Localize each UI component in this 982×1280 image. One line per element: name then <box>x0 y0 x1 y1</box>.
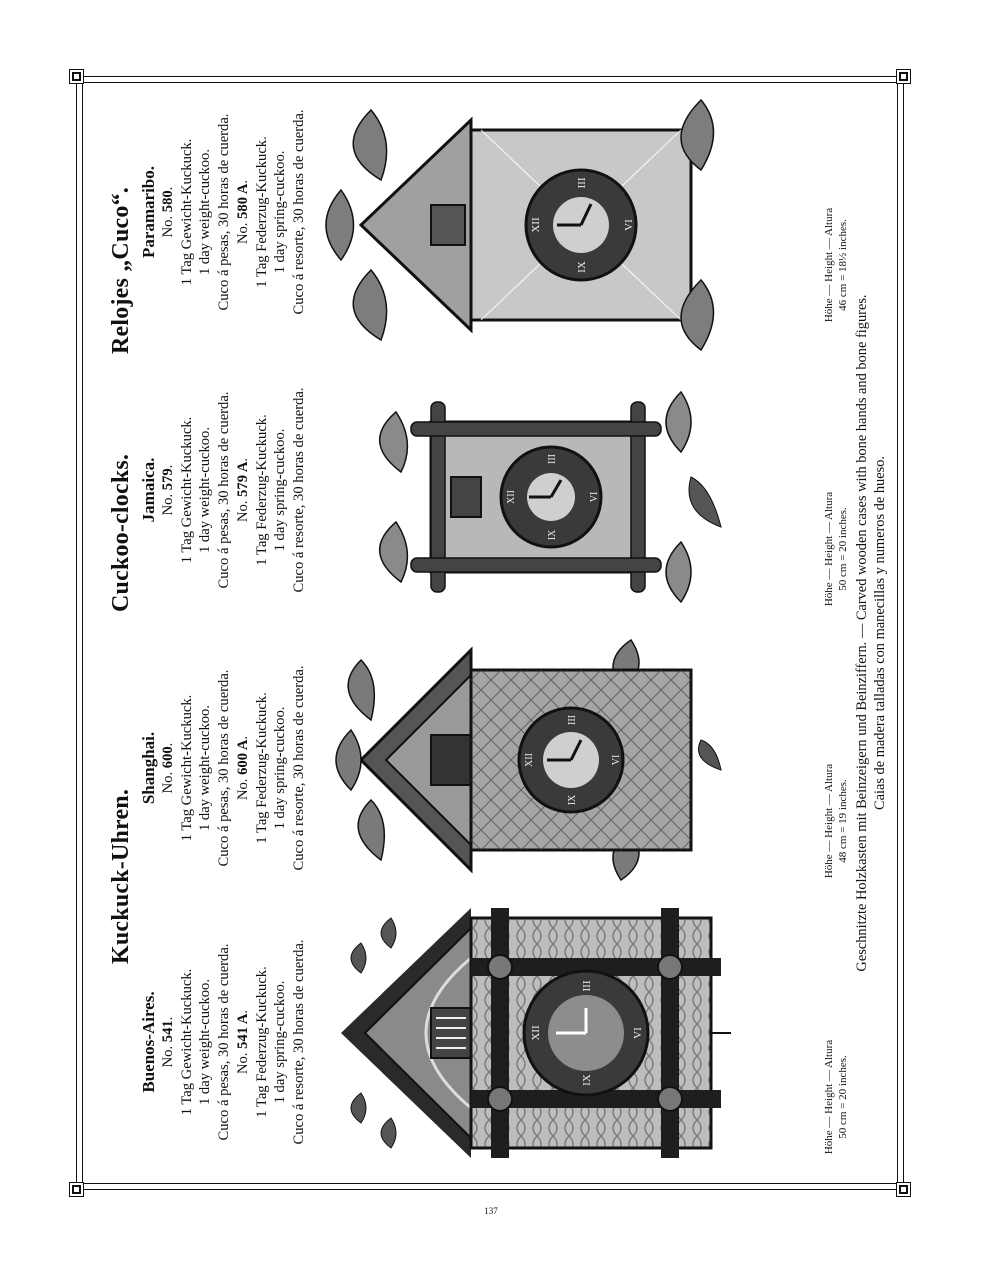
corner-ornament-top-left <box>70 70 83 83</box>
model-number-weight: No. 579. <box>160 464 176 516</box>
model-column-jamaica <box>138 360 309 620</box>
weight-text-es: Cuco á pesas, 30 horas de cuerda. <box>216 113 233 311</box>
svg-text:VI: VI <box>611 754 622 766</box>
weight-text-en: 1 day weight-cuckoo. <box>197 978 214 1106</box>
model-number-spring: No. 541 A. <box>234 1009 251 1075</box>
spring-text-es: Cuco á resorte, 30 horas de cuerda. <box>290 387 307 593</box>
model-column-paramaribo <box>138 82 309 342</box>
weight-text-de: 1 Tag Gewicht-Kuckuck. <box>178 416 195 564</box>
spring-text-en: 1 day spring-cuckoo. <box>272 980 289 1104</box>
svg-text:XII: XII <box>530 217 542 233</box>
weight-text-es: Cuco á pesas, 30 horas de cuerda. <box>216 391 233 589</box>
svg-text:IX: IX <box>547 529 558 541</box>
svg-text:VI: VI <box>589 491 600 503</box>
corner-ornament-bottom-left <box>70 1183 83 1196</box>
clock-illustration-paramaribo <box>321 90 741 360</box>
svg-text:VI: VI <box>632 1027 644 1039</box>
model-number-weight: No. 541. <box>160 1016 176 1068</box>
corner-ornament-bottom-right <box>897 1183 910 1196</box>
title-english: Cuckoo-clocks. <box>108 453 134 612</box>
weight-text-es: Cuco á pesas, 30 horas de cuerda. <box>216 669 233 867</box>
weight-text-de: 1 Tag Gewicht-Kuckuck. <box>178 694 195 842</box>
spring-text-de: 1 Tag Federzug-Kuckuck. <box>253 136 270 288</box>
clock-illustration-buenos-aires <box>321 898 741 1168</box>
catalog-page <box>86 86 894 1180</box>
weight-text-en: 1 day weight-cuckoo. <box>197 704 214 832</box>
clock-illustration-jamaica <box>321 382 741 612</box>
svg-text:XII: XII <box>530 1025 542 1041</box>
spring-text-es: Cuco á resorte, 30 horas de cuerda. <box>290 939 307 1145</box>
model-name: Jamaica. <box>139 457 158 523</box>
title-spanish: Relojes „Cuco“. <box>108 187 134 354</box>
svg-text:III: III <box>547 454 558 464</box>
model-number-spring: No. 580 A. <box>234 179 251 245</box>
svg-text:IX: IX <box>581 1074 593 1086</box>
weight-text-de: 1 Tag Gewicht-Kuckuck. <box>178 138 195 286</box>
spring-text-es: Cuco á resorte, 30 horas de cuerda. <box>290 665 307 871</box>
height-label-jamaica: Höhe — Height — Altura 50 cm = 20 inches. <box>823 491 849 607</box>
footer-description-de-en: Geschnitzte Holzkasten mit Beinzeigern und Beinziffern. — Carved wooden cases with bone hands and bone figures. <box>854 294 870 972</box>
height-label-buenos-aires: Höhe — Height — Altura 50 cm = 20 inches. <box>823 1039 849 1155</box>
svg-text:IX: IX <box>576 261 588 273</box>
spring-text-es: Cuco á resorte, 30 horas de cuerda. <box>290 109 307 315</box>
spring-text-de: 1 Tag Federzug-Kuckuck. <box>253 692 270 844</box>
weight-text-en: 1 day weight-cuckoo. <box>197 426 214 554</box>
model-number-spring: No. 579 A. <box>234 457 251 523</box>
height-label-shanghai: Höhe — Height — Altura 48 cm = 19 inches. <box>823 763 849 879</box>
footer-description-es: Caias de madera talladas con manecillas y numeros de hueso. <box>872 455 888 811</box>
svg-text:XII: XII <box>524 753 535 767</box>
model-number-weight: No. 580. <box>160 186 176 238</box>
spring-text-de: 1 Tag Federzug-Kuckuck. <box>253 966 270 1118</box>
svg-text:IX: IX <box>567 794 578 806</box>
spring-text-de: 1 Tag Federzug-Kuckuck. <box>253 414 270 566</box>
page-number: 137 <box>484 1206 498 1216</box>
model-column-shanghai <box>138 638 309 898</box>
model-number-spring: No. 600 A. <box>234 735 251 801</box>
weight-text-en: 1 day weight-cuckoo. <box>197 148 214 276</box>
model-name: Shanghai. <box>139 731 158 805</box>
title-german: Kuckuck-Uhren. <box>108 788 134 964</box>
height-label-paramaribo: Höhe — Height — Altura 46 cm = 18½ inches. <box>823 207 849 323</box>
corner-ornament-top-right <box>897 70 910 83</box>
weight-text-de: 1 Tag Gewicht-Kuckuck. <box>178 968 195 1116</box>
svg-text:VI: VI <box>623 219 635 231</box>
spring-text-en: 1 day spring-cuckoo. <box>272 706 289 830</box>
svg-text:XII: XII <box>506 490 517 504</box>
model-name: Paramaribo. <box>139 165 158 259</box>
svg-text:III: III <box>581 980 593 992</box>
spring-text-en: 1 day spring-cuckoo. <box>272 150 289 274</box>
model-number-weight: No. 600. <box>160 742 176 794</box>
spring-text-en: 1 day spring-cuckoo. <box>272 428 289 552</box>
svg-text:III: III <box>567 715 578 725</box>
model-column-buenos-aires <box>138 912 309 1172</box>
model-name: Buenos-Aires. <box>139 991 158 1093</box>
svg-text:III: III <box>576 177 588 189</box>
weight-text-es: Cuco á pesas, 30 horas de cuerda. <box>216 943 233 1141</box>
clock-illustration-shanghai <box>321 630 741 890</box>
